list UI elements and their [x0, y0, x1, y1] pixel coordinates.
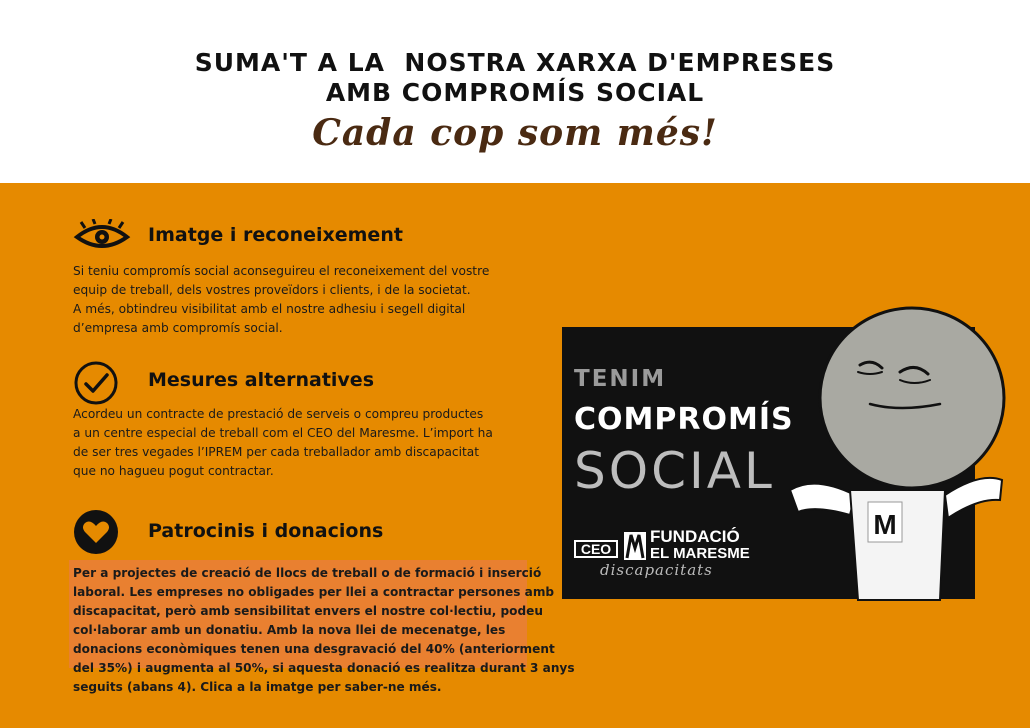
- body-line: d’empresa amb compromís social.: [73, 321, 283, 335]
- body-line: del 35%) i augmenta al 50%, si aquesta donació es realitza durant 3 anys: [73, 661, 575, 675]
- body-line: laboral. Les empreses no obligades per llei a contractar persones amb: [73, 585, 555, 599]
- mascot-illustration[interactable]: [770, 300, 1020, 610]
- ceo-logo: CEO: [574, 540, 618, 558]
- body-line: col·laborar amb un donatiu. Amb la nova llei de mecenatge, les: [73, 623, 506, 637]
- body-line: donacions econòmiques tenen una desgravació del 40% (anteriorment: [73, 642, 555, 656]
- header-area: [0, 0, 1030, 183]
- section-title-mesures: Mesures alternatives: [148, 369, 375, 391]
- body-line: Acordeu un contracte de prestació de serveis o compreu productes: [73, 407, 484, 421]
- body-line: A més, obtindreu visibilitat amb el nostre adhesiu i segell digital: [73, 302, 466, 316]
- body-line: de ser tres vegades l’IPREM per cada treballador amb discapacitat: [73, 445, 480, 459]
- badge-social: SOCIAL: [574, 442, 775, 500]
- title-line-2: AMB COMPROMÍS SOCIAL: [325, 78, 705, 107]
- logo-maresme: EL MARESME: [650, 545, 750, 562]
- section-title-patrocinis: Patrocinis i donacions: [148, 520, 384, 542]
- body-line: a un centre especial de treball com el CEO del Maresme. L’import ha: [73, 426, 493, 440]
- body-line: que no hagueu pogut contractar.: [73, 464, 274, 478]
- check-circle-icon: [73, 360, 119, 406]
- title-line-1: SUMA'T A LA NOSTRA XARXA D'EMPRESES: [194, 48, 836, 77]
- body-line: equip de treball, dels vostres proveïdors i clients, i de la societat.: [73, 283, 471, 297]
- page-title: [0, 48, 1030, 108]
- body-line: seguits (abans 4). Clica a la imatge per saber-ne més.: [73, 680, 442, 694]
- heart-circle-icon: [73, 509, 119, 555]
- shirt-letter: M: [873, 509, 897, 540]
- tagline: Cada cop som més!: [312, 112, 718, 154]
- logo-discapacitats: discapacitats: [600, 561, 713, 579]
- eye-icon: [73, 219, 131, 253]
- section-title-imatge: Imatge i reconeixement: [148, 224, 403, 246]
- body-line: discapacitat, però amb sensibilitat envers el nostre col·lectiu, podeu: [73, 604, 543, 618]
- logo-fundacio: FUNDACIÓ: [650, 527, 740, 546]
- fundacio-m-logo-icon: [624, 532, 646, 560]
- body-line: Per a projectes de creació de llocs de treball o de formació i inserció: [73, 566, 542, 580]
- section-body-mesures: [73, 405, 533, 481]
- badge-compromis: COMPROMÍS: [574, 402, 794, 437]
- section-body-imatge: [73, 262, 533, 338]
- body-line: Si teniu compromís social aconseguireu el reconeixement del vostre: [73, 264, 490, 278]
- badge-tenim: TENIM: [574, 366, 667, 392]
- section-body-patrocinis: [73, 564, 575, 697]
